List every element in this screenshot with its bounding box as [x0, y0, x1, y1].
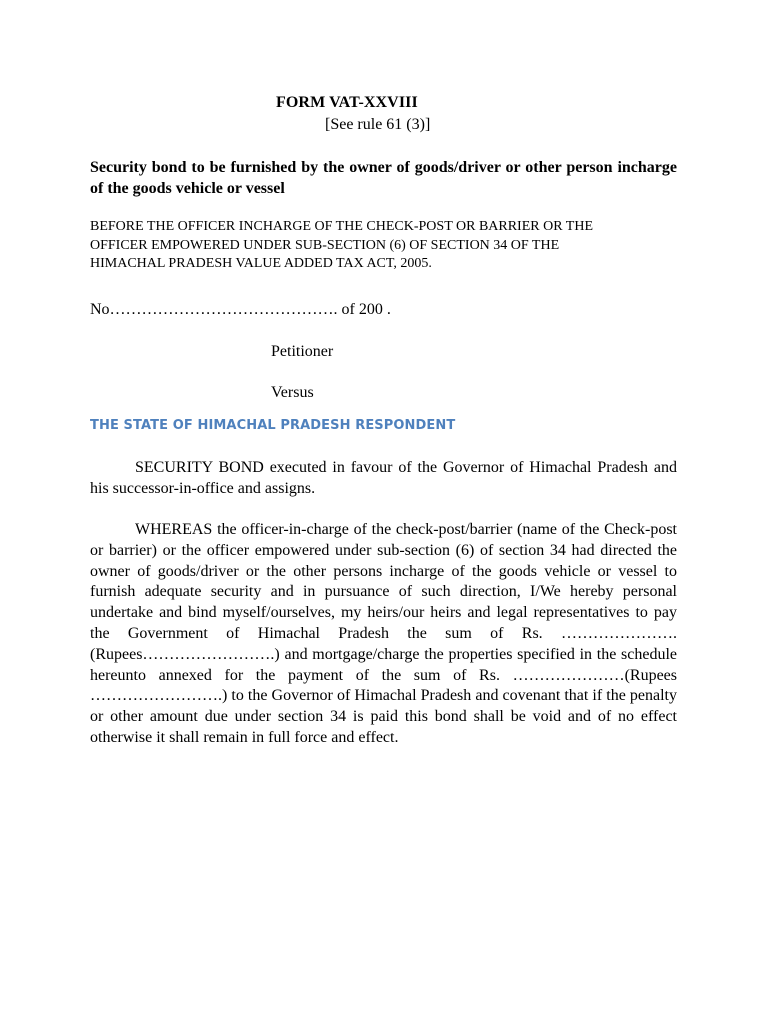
- petitioner-label: Petitioner: [271, 343, 334, 360]
- bond-heading: Security bond to be furnished by the owner of goods/driver or other person incharge of the goods vehicle or vessel: [90, 159, 677, 197]
- security-bond-paragraph: SECURITY BOND executed in favour of the Governor of Himachal Pradesh and his successor-in-office and assigns.: [90, 459, 677, 497]
- rule-reference: [See rule 61 (3)]: [325, 116, 431, 133]
- form-title: FORM VAT-XXVIII: [276, 94, 418, 111]
- officer-heading: BEFORE THE OFFICER INCHARGE OF THE CHECK-POST OR BARRIER OR THE OFFICER EMPOWERED UNDER SUB-SECTION (6) OF SECTION 34 OF THE HIMACHAL PRADESH VALUE ADDED TAX ACT, 2005.: [90, 219, 594, 271]
- whereas-paragraph: WHEREAS the officer-in-charge of the check-post/barrier (name of the Check-post or barrier) or the officer empowered under sub-section (6) of section 34 had directed the owner of goods/driver or the other persons incharge of the goods vehicle or vessel to furnish adequate security and in pursuance of such direction, I/We hereby personal undertake and bind myself/ourselves, my heirs/our heirs and legal representatives to pay the Government of Himachal Pradesh the sum of Rs. …………………. (Rupees…………………….) and mortgage/charge the properties specified in the schedule hereunto annexed for the payment of the sum of Rs. …………………(Rupees …………………….) to the Governor of Himachal Pradesh and covenant that if the penalty or other amount due under section 34 is paid this bond shall be void and of no effect otherwise it shall remain in full force and effect.: [90, 521, 677, 746]
- case-number-line: No……………………………………. of 200 .: [90, 301, 391, 318]
- versus-label: Versus: [271, 384, 314, 401]
- respondent-heading: THE STATE OF HIMACHAL PRADESH RESPONDENT: [90, 418, 456, 433]
